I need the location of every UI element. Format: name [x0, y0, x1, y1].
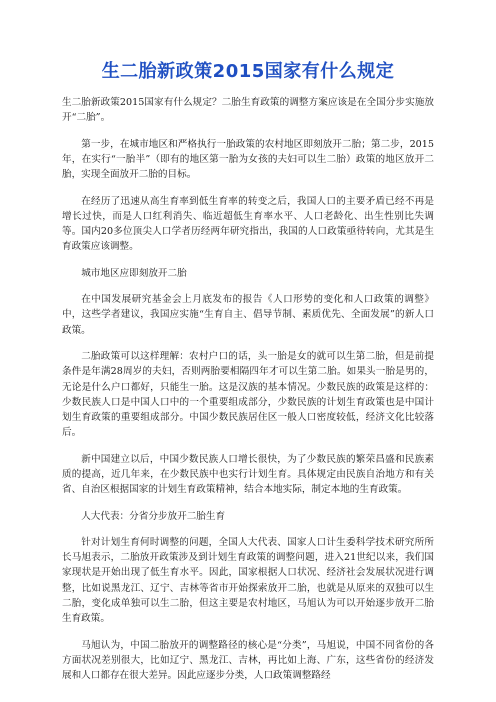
document-title: 生二胎新政策2015国家有什么规定: [101, 61, 395, 82]
paragraph-background: 在经历了迅速从高生育率到低生育率的转变之后，我国人口的主要矛盾已经不再是增长过快，而是人口红利消失、临近超低生育率水平、人口老龄化、出生性别比失调等。国内20多位顶尖人口学者历经两年研究指出，我国的人口政策亟待转向，尤其是生育政策应该调整。: [62, 195, 434, 253]
paragraph-policy-explanation: 二胎政策可以这样理解：农村户口的话，头一胎是女的就可以生第二胎，但是前提条件是年满28周岁的夫妇，否则两胎要相隔四年才可以生第二胎。如果头一胎是男的，无论是什么户口都好，只能生一胎。这是汉族的基本情况。少数民族的政策是这样的：少数民族人口是中国人口中的一个重要组成部分，少数民族的计划生育政策也是中国计划生育政策的重要组成部分。中国少数民族居住区一般人口密度较低，经济文化比较落后。: [62, 351, 434, 439]
paragraph-classification: 马旭认为，中国二胎放开的调整路径的核心是“分类”，马旭说，中国不同省份的各方面状况差别很大，比如辽宁、黑龙江、吉林，再比如上海、广东，这些省份的经济发展和人口都存在很大差异。因此应逐步分类，人口政策调整路经: [62, 639, 434, 681]
paragraph-maxu: 针对计划生育何时调整的问题，全国人大代表、国家人口计生委科学技术研究所所长马旭表示，二胎放开政策涉及到计划生育政策的调整问题，进入21世纪以来，我们国家现状是开始出现了低生育水平。因此，国家根据人口状况、经济社会发展状况进行调整，比如说黑龙江、辽宁、吉林等省市开始探索放开二胎，也就是从原来的双独可以生二胎，变化成单独可以生二胎，但这主要是农村地区，马旭认为可以开始逐步放开二胎生育政策。: [62, 537, 434, 625]
paragraph-report: 在中国发展研究基金会上月底发布的报告《人口形势的变化和人口政策的调整》中，这些学者建议，我国应实施“生育自主、倡导节制、素质优先、全面发展”的新人口政策。: [62, 294, 434, 336]
paragraph-steps: 第一步，在城市地区和严格执行一胎政策的农村地区即刻放开二胎；第二步，2015年，在实行“一胎半”（即有的地区第一胎为女孩的夫妇可以生二胎）政策的地区放开二胎，实现全面放开二胎的目标。: [62, 138, 434, 181]
section-heading-city: 城市地区应即刻放开二胎: [81, 267, 187, 279]
paragraph-minorities: 新中国建立以后，中国少数民族人口增长很快，为了少数民族的繁荣昌盛和民族素质的提高，近几年来，在少数民族中也实行计划生育。具体规定由民族自治地方和有关省、自治区根据国家的计划生育政策精神，结合本地实际，制定本地的生育政策。: [62, 453, 434, 496]
section-heading-npc: 人大代表：分省分步放开二胎生育: [81, 510, 226, 522]
paragraph-intro: 生二胎新政策2015国家有什么规定？二胎生育政策的调整方案应该是在全国分步实施放开“二胎”。: [62, 97, 434, 124]
